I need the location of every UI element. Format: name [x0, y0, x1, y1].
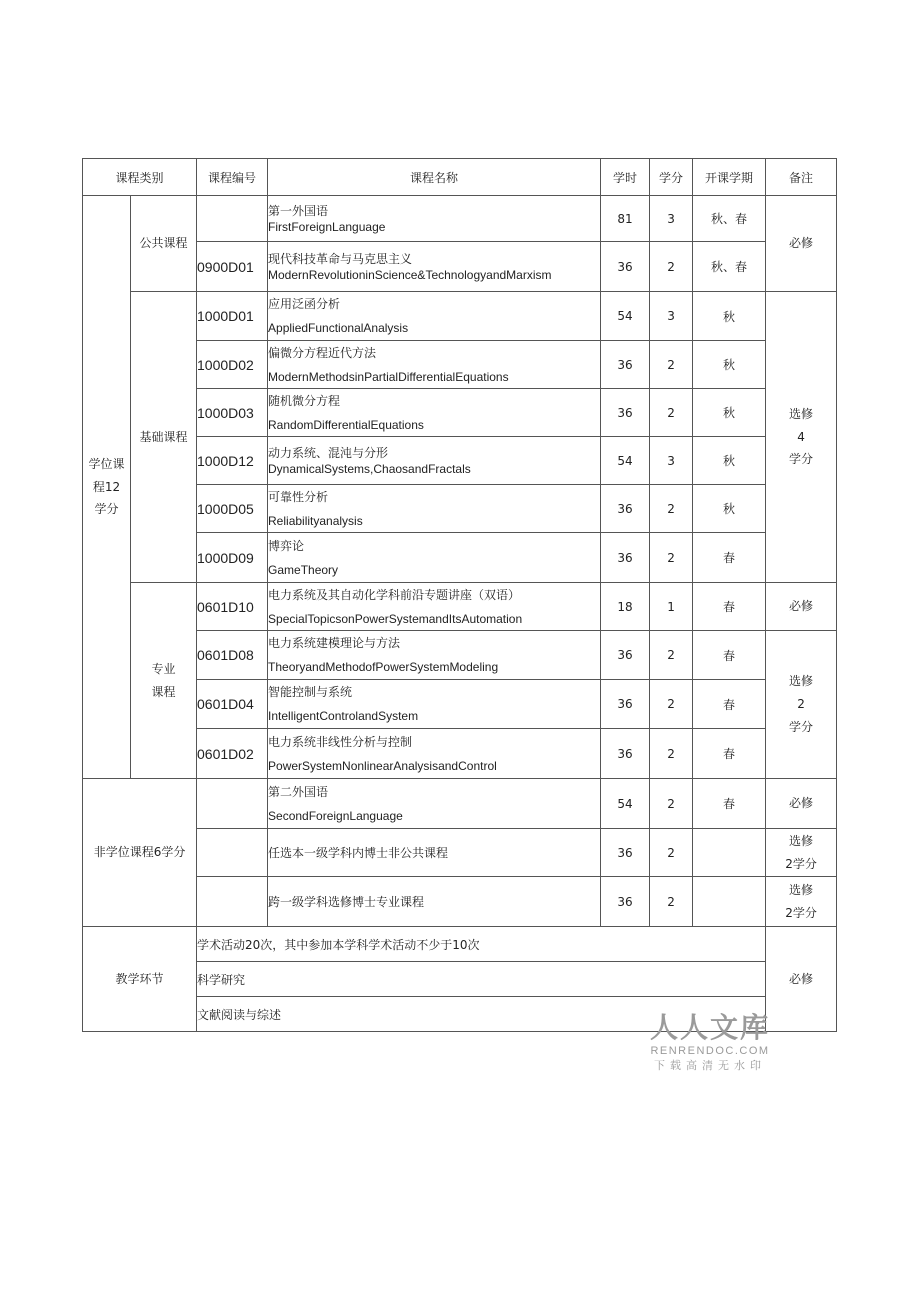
- course-hours: 36: [601, 877, 650, 927]
- teaching-group: 教学环节: [83, 927, 197, 1032]
- course-hours: 54: [601, 292, 650, 341]
- course-credits: 3: [650, 437, 693, 485]
- course-hours: 36: [601, 242, 650, 292]
- course-credits: 2: [650, 389, 693, 437]
- course-name: [268, 729, 601, 779]
- remark-text: 学分: [789, 452, 814, 467]
- curriculum-table: [82, 158, 837, 1032]
- remark-text: 选修: [789, 406, 814, 421]
- course-credits: 1: [650, 583, 693, 631]
- course-name: [268, 485, 601, 533]
- group-label: 课程: [151, 684, 176, 699]
- teaching-item: 科学研究: [197, 962, 766, 997]
- course-hours: 36: [601, 729, 650, 779]
- course-name: [268, 583, 601, 631]
- course-code: 1000D12: [197, 437, 268, 485]
- header-semester: 开课学期: [693, 159, 766, 196]
- course-semester: [693, 877, 766, 927]
- teaching-item: 文献阅读与综述: [197, 997, 766, 1032]
- course-code: 0601D10: [197, 583, 268, 631]
- watermark-domain: RENRENDOC.COM: [650, 1045, 770, 1057]
- course-credits: 2: [650, 779, 693, 829]
- course-name-cn: 偏微分方程近代方法: [268, 345, 377, 360]
- remark-non-degree-elective: [766, 829, 837, 877]
- course-name-en: RandomDifferentialEquations: [268, 417, 424, 432]
- course-hours: 54: [601, 779, 650, 829]
- course-name: [268, 631, 601, 680]
- course-credits: 2: [650, 877, 693, 927]
- course-semester: 秋、春: [693, 196, 766, 242]
- table-row: [83, 292, 837, 341]
- course-semester: 秋: [693, 389, 766, 437]
- course-semester: 春: [693, 631, 766, 680]
- course-name-en: TheoryandMethodofPowerSystemModeling: [268, 660, 499, 674]
- course-name: [268, 292, 601, 341]
- course-name: [268, 242, 601, 292]
- course-name-en: AppliedFunctionalAnalysis: [268, 321, 409, 335]
- group-label: 程12: [92, 479, 121, 494]
- teaching-item: 学术活动20次，其中参加本学科学术活动不少于10次: [197, 927, 766, 962]
- watermark-slogan: 下载高清无水印: [654, 1059, 766, 1072]
- course-code: 1000D01: [197, 292, 268, 341]
- table-row: [83, 680, 837, 729]
- course-hours: 18: [601, 583, 650, 631]
- course-credits: 2: [650, 341, 693, 389]
- course-name-cn: 电力系统及其自动化学科前沿专题讲座（双语）: [268, 587, 521, 602]
- header-code: 课程编号: [197, 159, 268, 196]
- basic-course-group: 基础课程: [131, 292, 197, 583]
- course-hours: 36: [601, 533, 650, 583]
- course-code: 1000D09: [197, 533, 268, 583]
- course-semester: 春: [693, 779, 766, 829]
- table-row: [83, 389, 837, 437]
- remark-text: 2: [797, 697, 805, 712]
- remark-text: 2学分: [785, 856, 817, 871]
- header-name: 课程名称: [268, 159, 601, 196]
- group-label: 学位课: [88, 456, 125, 471]
- course-hours: 36: [601, 680, 650, 729]
- table-row: [83, 877, 837, 927]
- course-name-cn: 动力系统、混沌与分形: [268, 445, 389, 460]
- course-semester: 春: [693, 583, 766, 631]
- remark-text: 选修: [789, 882, 814, 897]
- course-name-cn: 电力系统建模理论与方法: [268, 636, 401, 650]
- header-credits: 学分: [650, 159, 693, 196]
- course-name-cn: 应用泛函分析: [268, 297, 341, 311]
- course-name-en: SecondForeignLanguage: [268, 808, 403, 823]
- group-label: 学分: [94, 502, 119, 517]
- course-name-en: FirstForeignLanguage: [268, 219, 386, 234]
- course-name-en: DynamicalSystems,ChaosandFractals: [268, 461, 471, 476]
- course-semester: 秋: [693, 485, 766, 533]
- remark-text: 选修: [789, 674, 814, 689]
- course-hours: 54: [601, 437, 650, 485]
- course-code: 0601D08: [197, 631, 268, 680]
- course-name-en: PowerSystemNonlinearAnalysisandControl: [268, 758, 497, 773]
- remark-text: 4: [797, 429, 805, 444]
- remark-non-degree-required: 必修: [766, 779, 837, 829]
- table-row: [83, 437, 837, 485]
- course-name-cn: 第一外国语: [268, 203, 329, 218]
- remark-major-elective: [766, 631, 837, 779]
- header-category: 课程类别: [83, 159, 197, 196]
- course-semester: 春: [693, 533, 766, 583]
- course-credits: 2: [650, 242, 693, 292]
- course-name: [268, 533, 601, 583]
- table-row: [83, 779, 837, 829]
- course-semester: 秋、春: [693, 242, 766, 292]
- course-name: [268, 680, 601, 729]
- course-name-cn: 智能控制与系统: [268, 685, 353, 699]
- course-name-cn: 跨一级学科选修博士专业课程: [268, 894, 425, 909]
- course-name-cn: 任选本一级学科内博士非公共课程: [268, 845, 449, 860]
- course-name: [268, 877, 601, 927]
- header-row: [83, 159, 837, 196]
- table-row: [83, 729, 837, 779]
- course-name-en: ModernRevolutioninScience&TechnologyandMarxism: [268, 267, 552, 282]
- table-row: [83, 583, 837, 631]
- watermark: [640, 1012, 780, 1074]
- degree-course-group: [83, 196, 131, 779]
- course-name-cn: 现代科技革命与马克思主义: [268, 251, 413, 266]
- course-name-cn: 第二外国语: [268, 784, 329, 799]
- course-name-en: IntelligentControlandSystem: [268, 709, 419, 723]
- course-name-cn: 博弈论: [268, 538, 305, 553]
- header-remarks: 备注: [766, 159, 837, 196]
- course-credits: 3: [650, 196, 693, 242]
- course-code: 1000D02: [197, 341, 268, 389]
- remark-text: 学分: [789, 719, 814, 734]
- course-semester: 春: [693, 729, 766, 779]
- course-hours: 36: [601, 389, 650, 437]
- course-code: [197, 829, 268, 877]
- table-row: [83, 829, 837, 877]
- course-code: [197, 779, 268, 829]
- course-name: [268, 341, 601, 389]
- course-semester: 春: [693, 680, 766, 729]
- remark-non-degree-elective: [766, 877, 837, 927]
- course-name: [268, 437, 601, 485]
- course-name-en: GameTheory: [268, 562, 339, 577]
- course-credits: 3: [650, 292, 693, 341]
- course-credits: 2: [650, 829, 693, 877]
- table-row: [83, 485, 837, 533]
- course-name-cn: 电力系统非线性分析与控制: [268, 734, 413, 749]
- course-name-en: ModernMethodsinPartialDifferentialEquations: [268, 369, 509, 384]
- course-hours: 81: [601, 196, 650, 242]
- remark-text: 选修: [789, 833, 814, 848]
- table-row: [83, 631, 837, 680]
- table-row: [83, 341, 837, 389]
- remark-major-required: 必修: [766, 583, 837, 631]
- header-hours: 学时: [601, 159, 650, 196]
- table-row: [83, 533, 837, 583]
- course-name: [268, 389, 601, 437]
- course-hours: 36: [601, 829, 650, 877]
- course-code: 1000D03: [197, 389, 268, 437]
- table-row: [83, 196, 837, 242]
- course-hours: 36: [601, 341, 650, 389]
- table-row: [83, 242, 837, 292]
- course-credits: 2: [650, 680, 693, 729]
- course-credits: 2: [650, 631, 693, 680]
- table-row: [83, 962, 837, 997]
- course-name-cn: 可靠性分析: [268, 489, 329, 504]
- course-code: 1000D05: [197, 485, 268, 533]
- course-credits: 2: [650, 485, 693, 533]
- course-code: 0601D02: [197, 729, 268, 779]
- public-course-group: 公共课程: [131, 196, 197, 292]
- course-hours: 36: [601, 485, 650, 533]
- course-semester: 秋: [693, 292, 766, 341]
- course-name-cn: 随机微分方程: [268, 393, 341, 408]
- course-code: [197, 196, 268, 242]
- course-semester: [693, 829, 766, 877]
- group-label: 专业: [151, 661, 176, 676]
- remark-teaching: 必修: [766, 927, 837, 1032]
- course-name-en: Reliabilityanalysis: [268, 513, 363, 528]
- major-course-group: [131, 583, 197, 779]
- remark-basic: [766, 292, 837, 583]
- course-semester: 秋: [693, 341, 766, 389]
- non-degree-course-group: 非学位课程6学分: [83, 779, 197, 927]
- course-credits: 2: [650, 533, 693, 583]
- course-credits: 2: [650, 729, 693, 779]
- course-name: [268, 779, 601, 829]
- course-name: [268, 829, 601, 877]
- remark-text: 2学分: [785, 905, 817, 920]
- course-name: [268, 196, 601, 242]
- course-code: 0601D04: [197, 680, 268, 729]
- course-code: [197, 877, 268, 927]
- course-hours: 36: [601, 631, 650, 680]
- remark-public: 必修: [766, 196, 837, 292]
- course-code: 0900D01: [197, 242, 268, 292]
- course-name-en: SpecialTopicsonPowerSystemandItsAutomation: [268, 611, 523, 626]
- watermark-logo: 人人文库: [649, 1011, 770, 1044]
- course-semester: 秋: [693, 437, 766, 485]
- table-row: [83, 927, 837, 962]
